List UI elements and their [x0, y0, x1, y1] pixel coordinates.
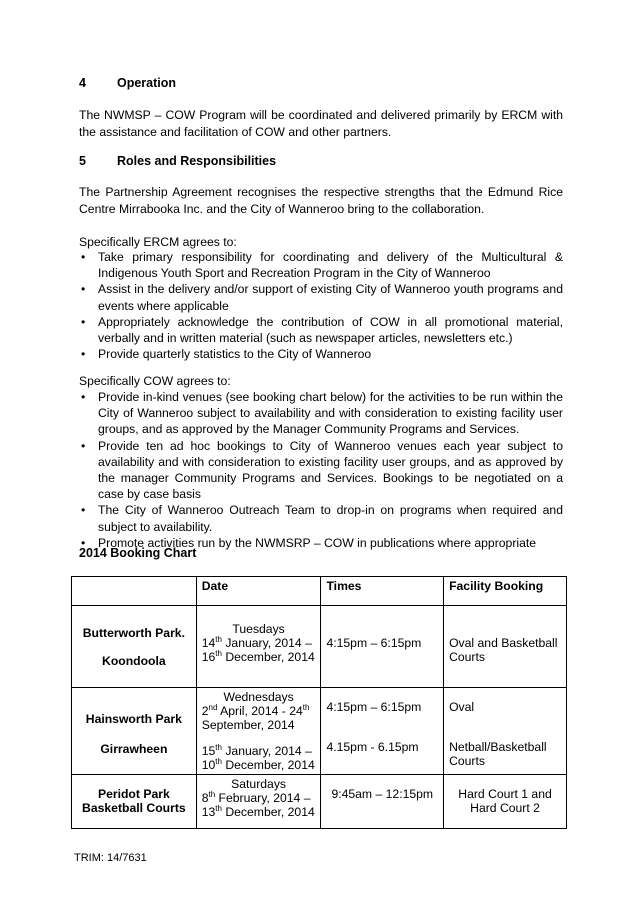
section-4-body: The NWMSP – COW Program will be coordinated and delivered primarily by ERCM with the assistance and facilitation of COW and other partners. [79, 108, 563, 139]
header-cell: Facility Booking [444, 577, 567, 606]
venue-suburb: Koondoola [102, 653, 166, 668]
section-4-heading [79, 76, 176, 90]
venue-suburb: Girrawheen [100, 742, 168, 756]
booking-chart-title: 2014 Booking Chart [79, 546, 197, 560]
list-item: • Promote activities run by the NWMSRP – COW in publications where appropriate [79, 535, 563, 551]
venue-cell [72, 688, 197, 775]
list-item: • Appropriately acknowledge the contribution of COW in all promotional material, verbally and in written material (such as newspaper articles, newsletters etc.) [79, 314, 563, 346]
facility-cell [444, 775, 567, 829]
table-row [72, 688, 567, 775]
cow-list [79, 389, 563, 551]
section-number: 4 [79, 76, 86, 90]
venue-name: Hainsworth Park [85, 712, 182, 726]
venue-name: Basketball Courts [82, 801, 186, 815]
table-row [72, 775, 567, 829]
time-cell [321, 688, 444, 775]
venue-name: Butterworth Park. [82, 625, 185, 640]
venue-name: Peridot Park [97, 787, 170, 801]
date-range: 14th January, 2014 – [201, 634, 312, 650]
list-item: • The City of Wanneroo Outreach Team to drop-in on programs when required and subject to availability. [79, 502, 563, 534]
facility-value: Oval [449, 700, 475, 714]
cow-intro: Specifically COW agrees to: [79, 374, 231, 388]
list-item: • Assist in the delivery and/or support of existing City of Wanneroo youth programs and events where applicable [79, 281, 563, 313]
list-item: • Provide quarterly statistics to the City of Wanneroo [79, 346, 563, 362]
header-cell: Times [321, 577, 444, 606]
date-range: September, 2014 [201, 718, 295, 732]
ercm-intro: Specifically ERCM agrees to: [79, 235, 237, 249]
date-range: 2nd April, 2014 - 24th [201, 702, 310, 718]
table-row [72, 606, 567, 688]
time-value: 4:15pm – 6:15pm [326, 700, 422, 714]
trim-reference: TRIM: 14/7631 [74, 852, 147, 864]
day-label: Saturdays [231, 777, 287, 791]
date-range: 15th January, 2014 – [201, 742, 312, 758]
date-cell [196, 688, 321, 775]
venue-cell [72, 775, 197, 829]
list-item: • Take primary responsibility for coordinating and delivery of the Multicultural & Indigenous Youth Sport and Recreation Program in the City of Wanneroo [79, 249, 563, 281]
section-title: Operation [117, 76, 177, 90]
facility-value: Hard Court 1 and [458, 787, 552, 801]
date-range: 10th December, 2014 [201, 756, 315, 772]
section-number: 5 [79, 154, 86, 168]
facility-cell: Oval and Basketball Courts [444, 606, 567, 688]
section-5-body: The Partnership Agreement recognises the respective strengths that the Edmund Rice Centre Mirrabooka Inc. and the City of Wanneroo bring to the collaboration. [79, 185, 563, 216]
date-range: 16th December, 2014 [201, 648, 315, 664]
list-item: • Provide in-kind venues (see booking chart below) for the activities to be run within the City of Wanneroo subject to availability and with consideration to existing facility user groups, and as approved by the Manager Community Programs and Services. [79, 389, 563, 438]
date-cell [196, 775, 321, 829]
header-cell [72, 577, 197, 606]
table-header-row [72, 577, 567, 606]
header-cell: Date [196, 577, 321, 606]
time-value: 4.15pm - 6.15pm [326, 740, 419, 754]
date-range: 13th December, 2014 [201, 803, 315, 819]
section-5-heading [79, 154, 276, 168]
section-title: Roles and Responsibilities [117, 154, 277, 168]
day-label: Tuesdays [232, 622, 285, 636]
date-cell [196, 606, 321, 688]
booking-table [71, 576, 567, 829]
venue-cell [72, 606, 197, 688]
day-label: Wednesdays [223, 690, 294, 704]
facility-value: Netball/Basketball Courts [449, 740, 547, 768]
time-cell: 9:45am – 12:15pm [321, 775, 444, 829]
list-item: • Provide ten ad hoc bookings to City of Wanneroo venues each year subject to availability and with consideration to existing facility user groups, and as approved by the manager Community Programs and Services. Bookings to be negotiated on a case by case basis [79, 438, 563, 503]
facility-value: Hard Court 2 [470, 801, 540, 815]
facility-cell [444, 688, 567, 775]
ercm-list [79, 249, 563, 362]
time-cell: 4:15pm – 6:15pm [321, 606, 444, 688]
date-range: 8th February, 2014 – [201, 789, 311, 805]
